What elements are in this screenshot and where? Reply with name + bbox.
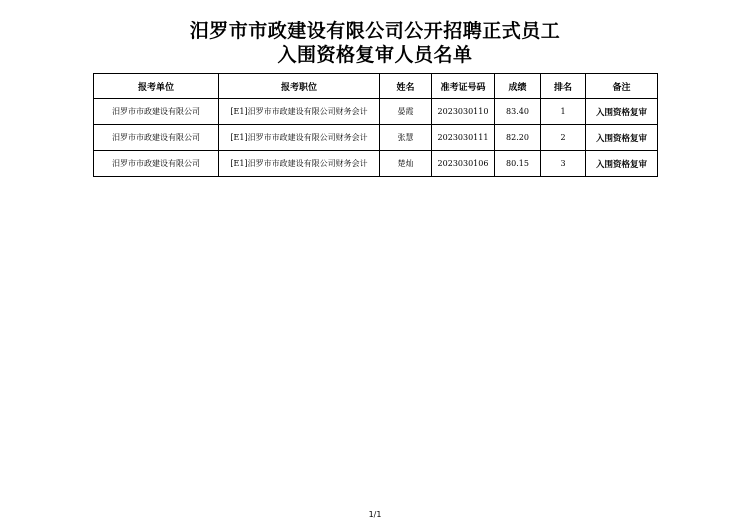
cell-position: [E1]汨罗市市政建设有限公司财务会计 [219, 125, 380, 151]
header-rank: 排名 [541, 74, 586, 99]
header-unit: 报考单位 [94, 74, 219, 99]
cell-ticket-number: 2023030110 [432, 99, 495, 125]
cell-remark: 入围资格复审 [586, 151, 658, 177]
cell-score: 83.40 [495, 99, 541, 125]
cell-unit: 汨罗市市政建设有限公司 [94, 151, 219, 177]
cell-name: 张慧 [380, 125, 432, 151]
table-row [94, 151, 658, 177]
page-number: 1/1 [368, 510, 382, 519]
cell-remark: 入围资格复审 [586, 99, 658, 125]
header-position: 报考职位 [219, 74, 380, 99]
cell-rank: 2 [541, 125, 586, 151]
header-score: 成绩 [495, 74, 541, 99]
candidate-table [93, 73, 658, 177]
cell-position: [E1]汨罗市市政建设有限公司财务会计 [219, 151, 380, 177]
cell-name: 楚灿 [380, 151, 432, 177]
cell-score: 82.20 [495, 125, 541, 151]
cell-score: 80.15 [495, 151, 541, 177]
cell-rank: 3 [541, 151, 586, 177]
header-name: 姓名 [380, 74, 432, 99]
cell-rank: 1 [541, 99, 586, 125]
cell-unit: 汨罗市市政建设有限公司 [94, 99, 219, 125]
cell-name: 晏霞 [380, 99, 432, 125]
table-row [94, 99, 658, 125]
cell-ticket-number: 2023030111 [432, 125, 495, 151]
page-title: 汨罗市市政建设有限公司公开招聘正式员工 [189, 20, 561, 42]
table-row [94, 125, 658, 151]
header-remark: 备注 [586, 74, 658, 99]
page-subtitle: 入围资格复审人员名单 [277, 44, 473, 66]
cell-position: [E1]汨罗市市政建设有限公司财务会计 [219, 99, 380, 125]
header-ticket-number: 准考证号码 [432, 74, 495, 99]
cell-ticket-number: 2023030106 [432, 151, 495, 177]
cell-unit: 汨罗市市政建设有限公司 [94, 125, 219, 151]
table-header-row [94, 74, 658, 99]
cell-remark: 入围资格复审 [586, 125, 658, 151]
